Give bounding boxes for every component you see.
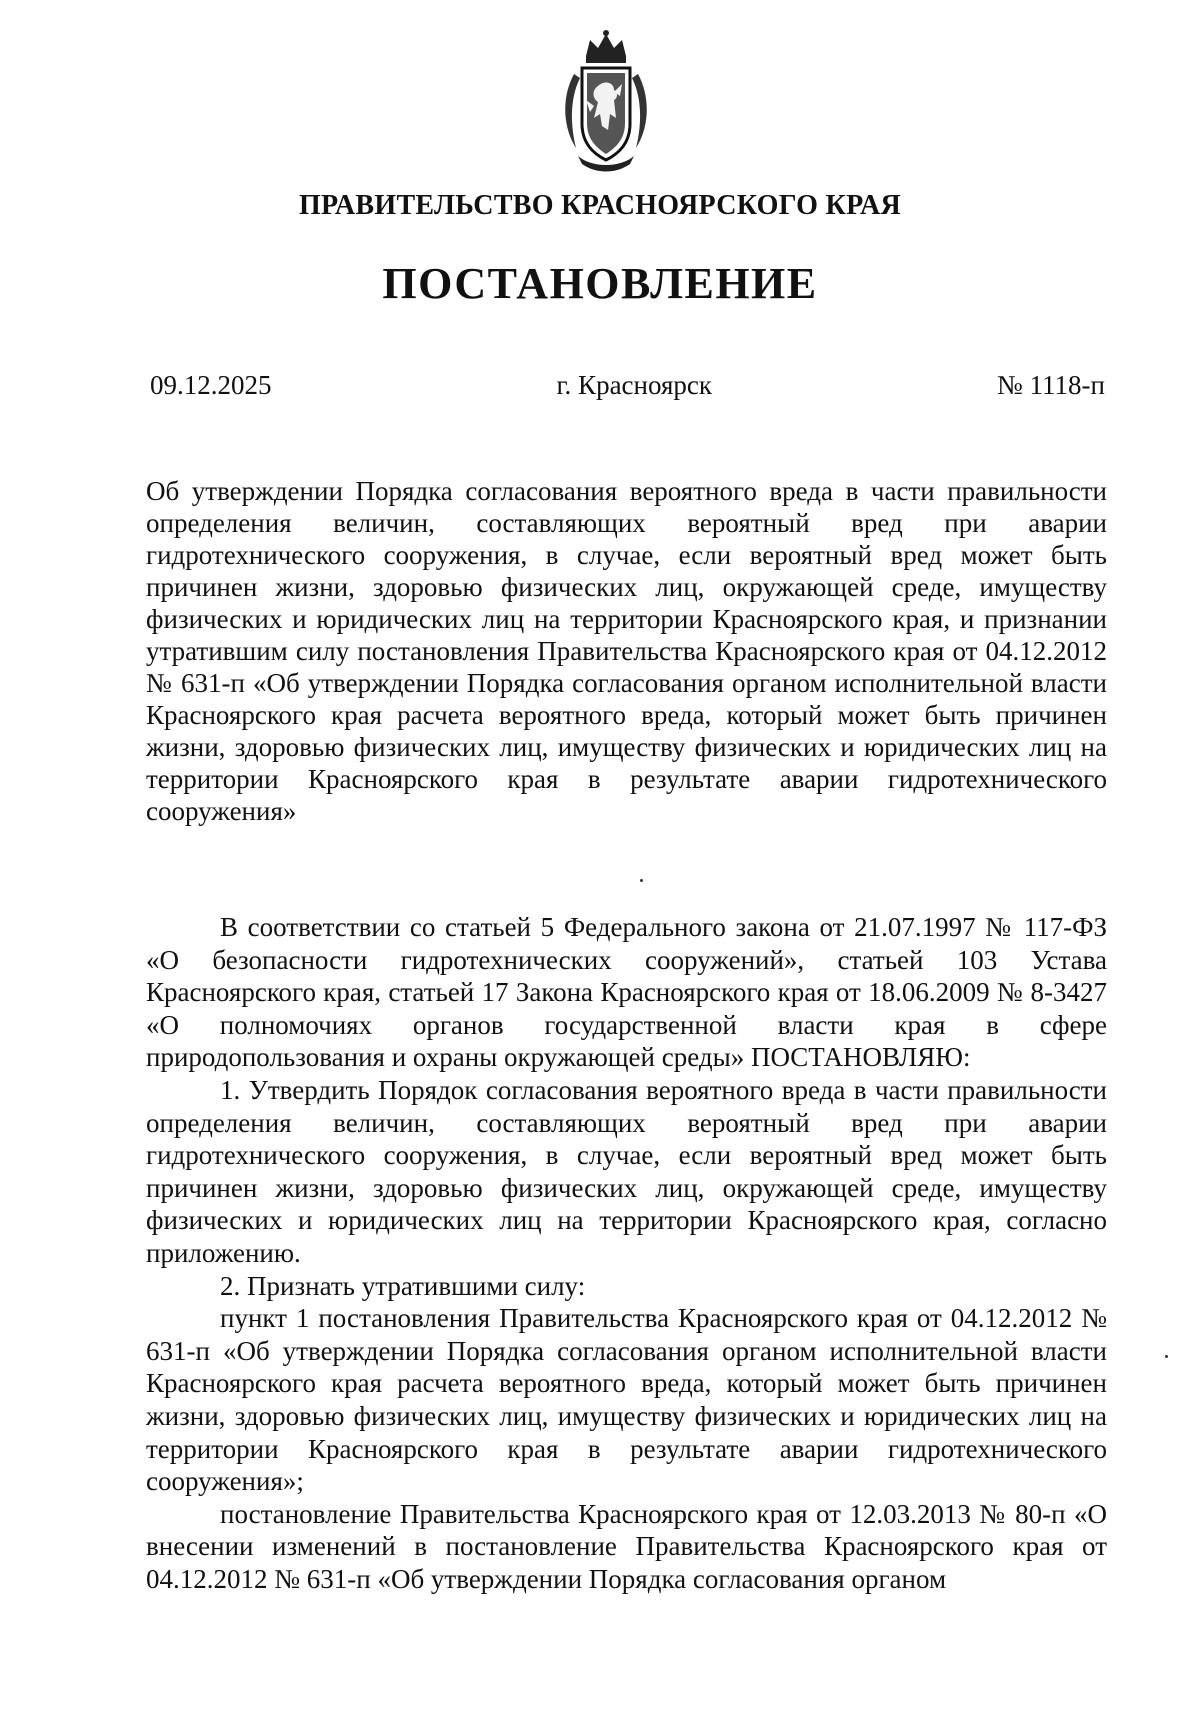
document-type-heading: ПОСТАНОВЛЕНИЕ [382, 259, 818, 308]
coat-of-arms-icon [556, 26, 656, 176]
body-paragraph: 2. Признать утратившими силу: [220, 1270, 586, 1301]
government-title: ПРАВИТЕЛЬСТВО КРАСНОЯРСКОГО КРАЯ [298, 190, 902, 221]
body-paragraph: В соответствии со статьей 5 Федерального закона от 21.07.1997 № 117-ФЗ «О безопасности гидротехнических сооружений», статьей 103 Устава Красноярского края, статьей 17 Закона Красноярского края от 18.06.2009 № 8-3427 «О полномочиях органов государственной власти края в сфере природопользования и охраны окружающей среды» ПОСТАНОВЛЯЮ: [146, 912, 1107, 1073]
document-body [146, 911, 1107, 1595]
document-number: № 1118-п [997, 370, 1105, 400]
scan-dot [1165, 1355, 1168, 1358]
document-meta-row [150, 370, 1105, 401]
document-date: 09.12.2025 [150, 370, 272, 400]
document-city: г. Красноярск [556, 370, 712, 400]
body-paragraph: пункт 1 постановления Правительства Красноярского края от 04.12.2012 № 631-п «Об утверждении Порядка согласования органом исполнительной власти Красноярского края расчета вероятного вреда, который может быть причинен жизни, здоровью физических лиц, имуществу физических и юридических лиц на территории Красноярского края в результате аварии гидротехнического сооружения»; [146, 1303, 1107, 1497]
body-paragraph: постановление Правительства Красноярского края от 12.03.2013 № 80-п «О внесении изменений в постановление Правительства Красноярского края от 04.12.2012 № 631-п «Об утверждении Порядка согласования органом [146, 1498, 1107, 1594]
body-paragraph: 1. Утвердить Порядок согласования вероятного вреда в части правильности определения величин, составляющих вероятный вред при аварии гидротехнического сооружения, в случае, если вероятный вред может быть причинен жизни, здоровью физических лиц, окружающей среде, имуществу физических и юридических лиц на территории Красноярского края, согласно приложению. [146, 1074, 1107, 1268]
scan-dot [640, 879, 643, 882]
document-subject: Об утверждении Порядка согласования вероятного вреда в части правильности определения величин, составляющих вероятный вред при аварии гидротехнического сооружения, в случае, если вероятный вред может быть причинен жизни, здоровью физических лиц, окружающей среде, имуществу физических и юридических лиц на территории Красноярского края, и признании утратившим силу постановления Правительства Красноярского края от 04.12.2012 № 631-п «Об утверждении Порядка согласования органом исполнительной власти Красноярского края расчета вероятного вреда, который может быть причинен жизни, здоровью физических лиц, имуществу физических и юридических лиц на территории Красноярского края в результате аварии гидротехнического сооружения» [146, 476, 1107, 826]
